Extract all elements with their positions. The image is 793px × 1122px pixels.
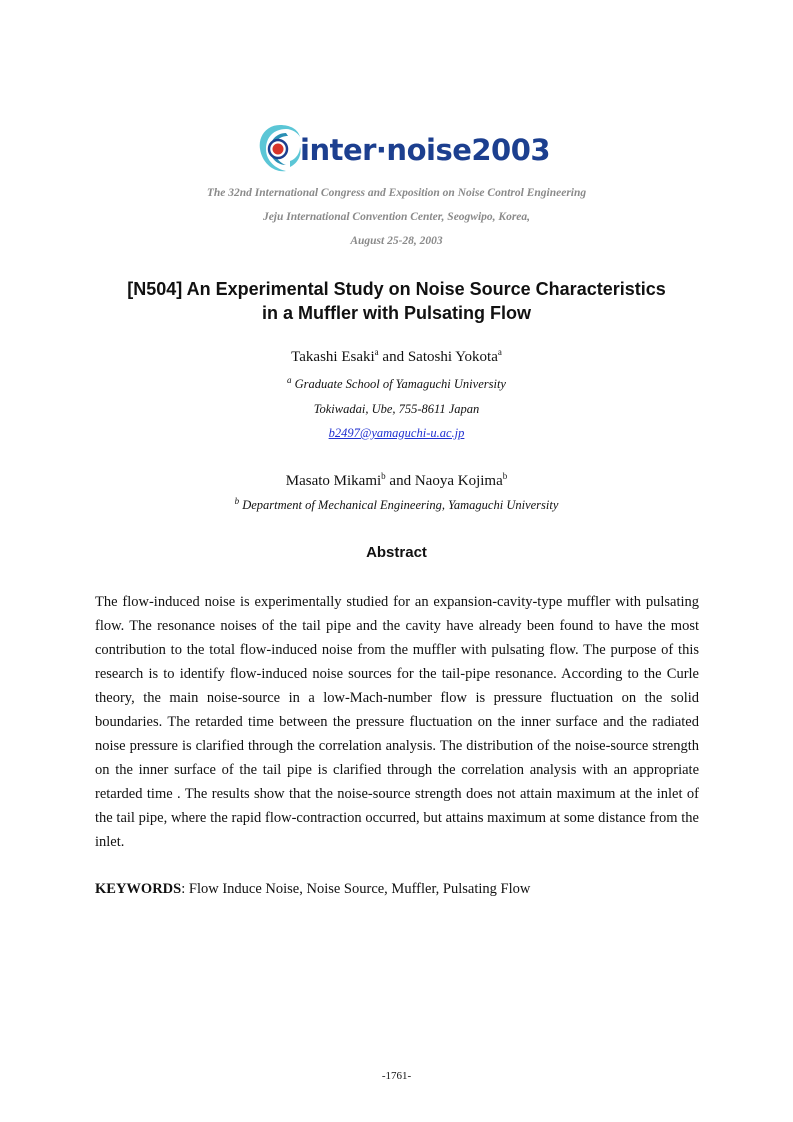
- author-affiliation-mark: a: [374, 347, 379, 357]
- keywords-label: KEYWORDS: [95, 881, 182, 897]
- paper-title-line1: [N504] An Experimental Study on Noise Source Characteristics: [127, 279, 666, 299]
- conference-dates: August 25-28, 2003: [350, 235, 443, 247]
- authors-group-a: [0, 347, 793, 367]
- affiliation-b: [0, 496, 793, 514]
- affiliation-mark: a: [287, 374, 292, 385]
- author-connector: and: [385, 473, 415, 489]
- globe-swirl-icon: [256, 121, 304, 177]
- conference-logo: [256, 121, 551, 177]
- abstract-body: The flow-induced noise is experimentally studied for an expansion-cavity-type muffler with pulsating flow. The resonance noises of the tail pipe and the cavity have already been found to have the most contribution to the total flow-induced noise from the muffler with pulsating flow. The purpose of this research is to identify flow-induced noise sources for the tail-pipe resonance. According to the Curle theory, the main noise-source in a low-Mach-number flow is pressure fluctuation on the solid boundaries. The retarded time between the pressure fluctuation on the inner surface and the radiated noise pressure is clarified through the correlation analysis. The distribution of the noise-source strength on the inner surface of the tail pipe is clarified through the correlation analysis with an appropriate retarded time . The results show that the noise-source strength does not attain maximum at the inlet of the tail pipe, where the rapid flow-contraction occurred, but attains maximum at some distance from the inlet.: [95, 594, 699, 850]
- email-link[interactable]: b2497@yamaguchi-u.ac.jp: [328, 426, 465, 440]
- author-affiliation-mark: b: [381, 471, 386, 481]
- author-affiliation-mark: b: [502, 471, 508, 481]
- author-name: Naoya Kojima: [414, 473, 503, 489]
- paper-title: [0, 277, 793, 325]
- conference-venue: Jeju International Convention Center, Seogwipo, Korea,: [262, 211, 531, 223]
- affiliation-text: Graduate School of Yamaguchi University: [294, 377, 506, 391]
- abstract-heading: Abstract: [366, 544, 427, 561]
- keywords-separator: :: [181, 881, 189, 897]
- authors-group-b: [0, 471, 793, 491]
- affiliation-text: Department of Mechanical Engineering, Yamaguchi University: [242, 498, 559, 512]
- address-a: Tokiwadai, Ube, 755-8611 Japan: [313, 402, 480, 416]
- page-number: -1761-: [381, 1070, 412, 1082]
- keywords-line: [95, 877, 699, 901]
- author-name: Satoshi Yokota: [407, 349, 498, 365]
- affiliation-a: [0, 375, 793, 393]
- author-connector: and: [378, 349, 408, 365]
- affiliation-mark: b: [234, 495, 240, 506]
- email-row: [0, 424, 793, 442]
- conference-name: The 32nd International Congress and Exposition on Noise Control Engineering: [206, 187, 587, 199]
- keywords-text: Flow Induce Noise, Noise Source, Muffler, Pulsating Flow: [188, 881, 531, 897]
- author-affiliation-mark: a: [497, 347, 502, 357]
- logo-wordmark: inter·noise2003: [300, 133, 551, 167]
- paper-title-line2: in a Muffler with Pulsating Flow: [262, 303, 531, 323]
- author-name: Takashi Esaki: [291, 349, 375, 365]
- author-name: Masato Mikami: [285, 473, 382, 489]
